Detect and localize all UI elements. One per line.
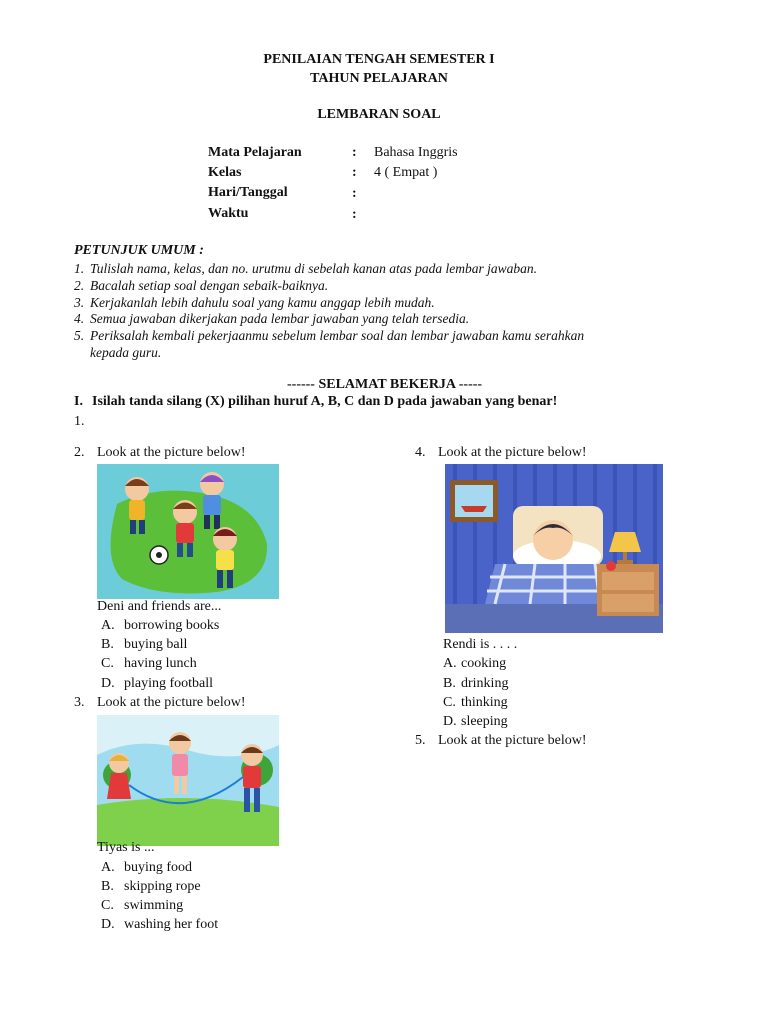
option-letter: D. — [443, 714, 457, 729]
question-3-number: 3. — [74, 695, 85, 710]
question-4-option-b[interactable] — [443, 676, 508, 692]
question-3-option-d[interactable] — [101, 917, 218, 933]
option-letter: B. — [101, 637, 114, 652]
instruction-num: 2. — [74, 278, 85, 293]
info-colon: : — [352, 207, 357, 222]
sleeping-boy-image — [445, 464, 663, 633]
question-3-option-a[interactable] — [101, 860, 192, 876]
question-2-option-b[interactable] — [101, 637, 187, 653]
option-letter: B. — [101, 879, 114, 894]
instruction-item — [74, 260, 537, 277]
option-text: skipping rope — [124, 879, 201, 894]
question-5-number: 5. — [415, 733, 426, 748]
question-1-number: 1. — [74, 414, 85, 429]
football-kids-illustration — [97, 464, 279, 599]
info-value: Bahasa Inggris — [374, 145, 458, 160]
question-4-option-a[interactable] — [443, 656, 506, 672]
option-text: washing her foot — [124, 917, 219, 932]
info-colon: : — [352, 186, 357, 201]
option-letter: A. — [101, 860, 115, 875]
sleeping-boy-illustration — [445, 464, 663, 633]
football-kids-image — [97, 464, 279, 599]
option-letter: B. — [443, 676, 456, 691]
question-5-prompt: Look at the picture below! — [438, 733, 587, 748]
greeting: ------ SELAMAT BEKERJA ----- — [287, 377, 483, 392]
instruction-num: 1. — [74, 261, 85, 276]
option-text: having lunch — [124, 656, 197, 671]
title-line-3: LEMBARAN SOAL — [317, 107, 441, 122]
instructions-heading: PETUNJUK UMUM : — [74, 243, 204, 258]
info-label: Hari/Tanggal — [208, 185, 288, 200]
skipping-rope-image — [97, 715, 279, 846]
instruction-item — [74, 327, 584, 344]
option-text: swimming — [124, 898, 184, 913]
question-3-option-b[interactable] — [101, 879, 201, 895]
instruction-text: Bacalah setiap soal dengan sebaik-baiknya. — [90, 278, 329, 293]
question-2-number: 2. — [74, 445, 85, 460]
instruction-item — [74, 277, 328, 294]
question-2-option-a[interactable] — [101, 618, 219, 634]
option-letter: D. — [101, 676, 115, 691]
option-text: buying food — [124, 860, 193, 875]
question-3-stem: Tiyas is ... — [97, 840, 155, 855]
section-instruction: Isilah tanda silang (X) pilihan huruf A, B, C dan D pada jawaban yang benar! — [92, 394, 558, 409]
instruction-item — [74, 310, 469, 327]
option-letter: C. — [443, 695, 456, 710]
option-text: thinking — [461, 695, 508, 710]
option-text: drinking — [461, 676, 509, 691]
question-4-option-d[interactable] — [443, 714, 508, 730]
title-line-1: PENILAIAN TENGAH SEMESTER I — [263, 52, 495, 67]
instruction-text: Tulislah nama, kelas, dan no. urutmu di sebelah kanan atas pada lembar jawaban. — [90, 261, 537, 276]
instruction-num: 5. — [74, 328, 85, 343]
question-2-prompt: Look at the picture below! — [97, 445, 246, 460]
question-2-option-d[interactable] — [101, 676, 213, 692]
question-2-stem: Deni and friends are... — [97, 599, 222, 614]
option-letter: C. — [101, 898, 114, 913]
option-text: buying ball — [124, 637, 188, 652]
title-line-2: TAHUN PELAJARAN — [310, 71, 448, 86]
info-label: Mata Pelajaran — [208, 145, 302, 160]
question-4-stem: Rendi is . . . . — [443, 637, 518, 652]
option-text: borrowing books — [124, 618, 220, 633]
info-value: 4 ( Empat ) — [374, 165, 438, 180]
instruction-num: 4. — [74, 311, 85, 326]
info-colon: : — [352, 165, 357, 180]
option-text: playing football — [124, 676, 214, 691]
question-2-option-c[interactable] — [101, 656, 197, 672]
instruction-text: Kerjakanlah lebih dahulu soal yang kamu anggap lebih mudah. — [90, 295, 435, 310]
option-text: sleeping — [461, 714, 508, 729]
option-letter: A. — [443, 656, 457, 671]
option-letter: C. — [101, 656, 114, 671]
info-label: Kelas — [208, 165, 242, 180]
skipping-rope-illustration — [97, 715, 279, 846]
question-3-option-c[interactable] — [101, 898, 183, 914]
instruction-text: kepada guru. — [90, 345, 162, 360]
instruction-num: 3. — [74, 295, 85, 310]
info-label: Waktu — [208, 206, 249, 221]
instruction-text: Semua jawaban dikerjakan pada lembar jawaban yang telah tersedia. — [90, 311, 470, 326]
instruction-text: Periksalah kembali pekerjaanmu sebelum lembar soal dan lembar jawaban kamu serahkan — [90, 328, 585, 343]
option-letter: A. — [101, 618, 115, 633]
question-4-option-c[interactable] — [443, 695, 508, 711]
question-3-prompt: Look at the picture below! — [97, 695, 246, 710]
section-number: I. — [74, 394, 83, 409]
option-text: cooking — [461, 656, 507, 671]
option-letter: D. — [101, 917, 115, 932]
instruction-item — [74, 344, 161, 361]
question-4-prompt: Look at the picture below! — [438, 445, 587, 460]
question-4-number: 4. — [415, 445, 426, 460]
instruction-item — [74, 294, 435, 311]
info-colon: : — [352, 145, 357, 160]
